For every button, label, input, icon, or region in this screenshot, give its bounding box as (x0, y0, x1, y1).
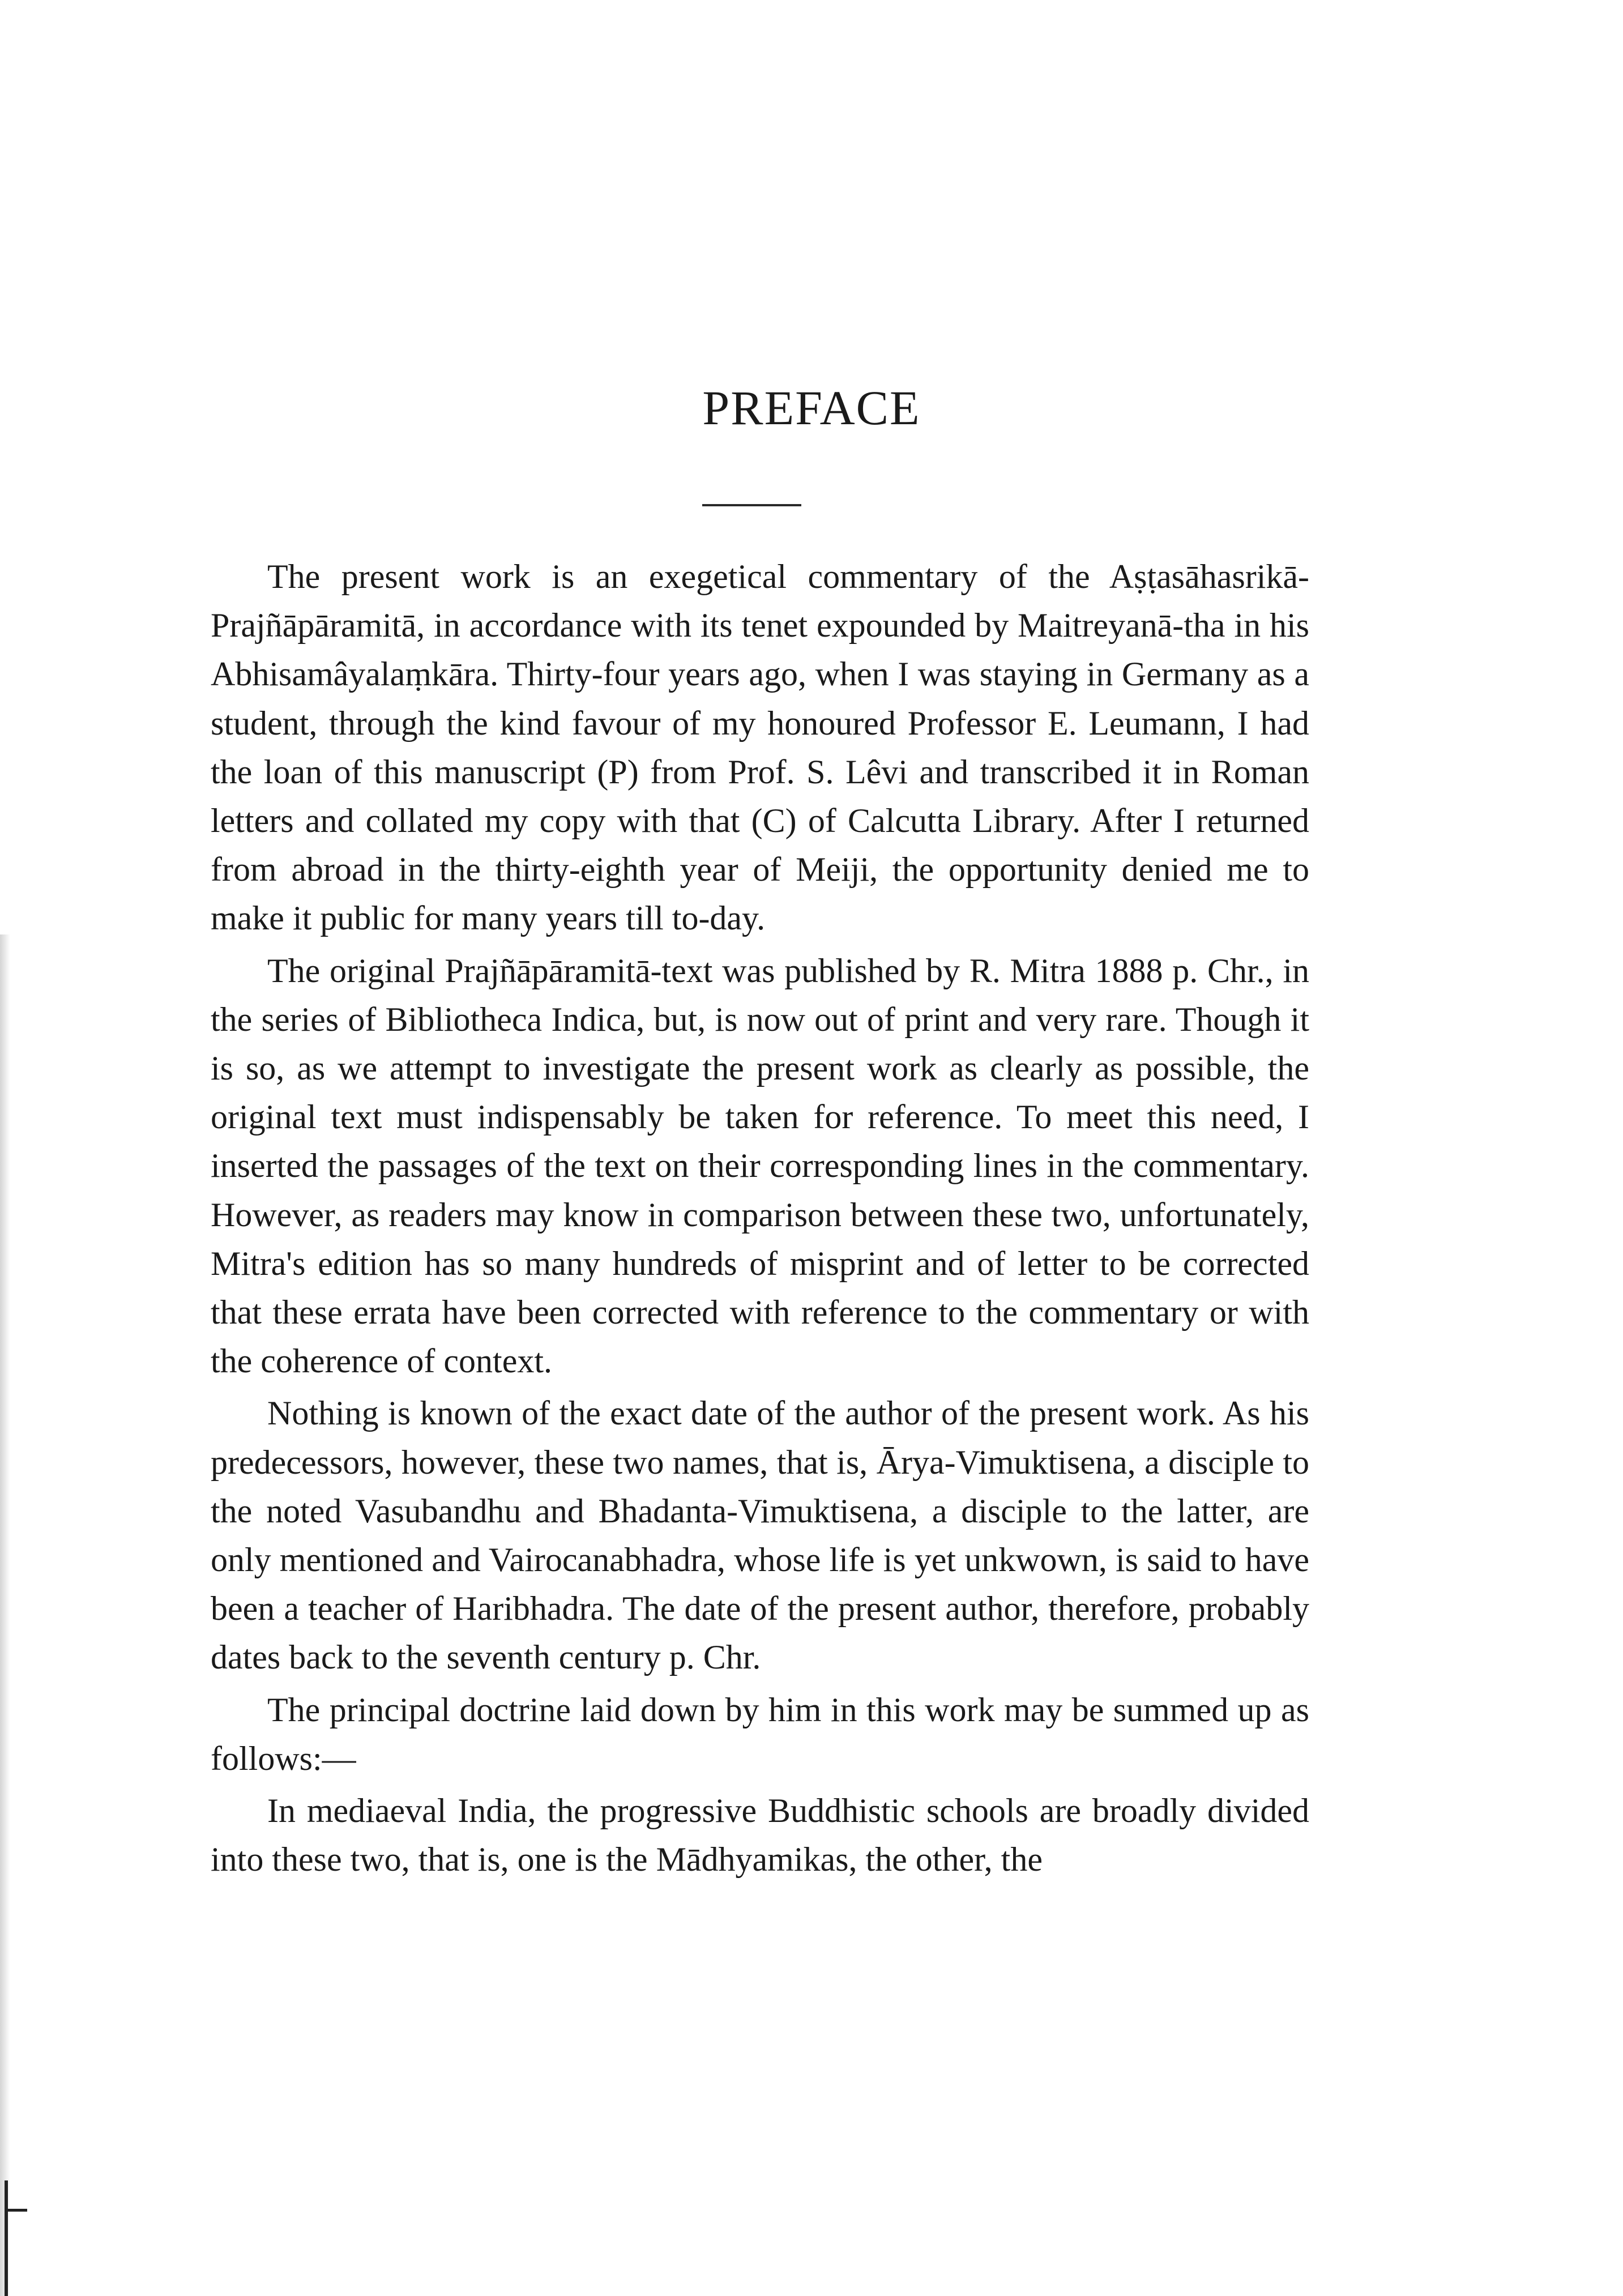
paragraph-1: The present work is an exegetical commentary of the Aṣṭasāhasrikā-Prajñāpāramitā, in accordance with its tenet expounded by Maitreyanā-tha in his Abhisamâyalaṃkāra. Thirty-four years ago, when I was staying in Germany as a student, through the kind favour of my honoured Professor E. Leumann, I had the loan of this manuscript (P) from Prof. S. Lêvi and transcribed it in Roman letters and collated my copy with that (C) of Calcutta Library. After I returned from abroad in the thirty-eighth year of Meiji, the opportunity denied me to make it public for many years till to-day. (211, 558, 1309, 937)
title-rule (702, 504, 801, 506)
page-title: PREFACE (702, 381, 921, 435)
paragraph-2: The original Prajñāpāramitā-text was published by R. Mitra 1888 p. Chr., in the series of Bibliotheca Indica, but, is now out of print and very rare. Though it is so, as we attempt to investigate the present work as clearly as possible, the original text must indispensably be taken for reference. To meet this need, I inserted the passages of the text on their corresponding lines in the commentary. However, as readers may know in comparison between these two, unfortunately, Mitra's edition has so many hundreds of misprint and of letter to be corrected that these errata have been corrected with reference to the commentary or with the coherence of context. (211, 951, 1309, 1380)
page-edge-tick (5, 2209, 27, 2212)
page-edge-mark (5, 2180, 8, 2296)
preface-body (211, 552, 1309, 1884)
page-edge-shadow (0, 934, 10, 2296)
paragraph-4: The principal doctrine laid down by him in this work may be summed up as follows:— (211, 1691, 1309, 1777)
paragraph-5: In mediaeval India, the progressive Buddhistic schools are broadly divided into these two, that is, one is the Mādhyamikas, the other, the (211, 1792, 1309, 1879)
paragraph-3: Nothing is known of the exact date of the author of the present work. As his predecessors, however, these two names, that is, Ārya-Vimuktisena, a disciple to the noted Vasubandhu and Bhadanta-Vimuktisena, a disciple to the latter, are only mentioned and Vairocanabhadra, whose life is yet unkwown, is said to have been a teacher of Haribhadra. The date of the present author, therefore, probably dates back to the seventh century p. Chr. (211, 1394, 1309, 1676)
